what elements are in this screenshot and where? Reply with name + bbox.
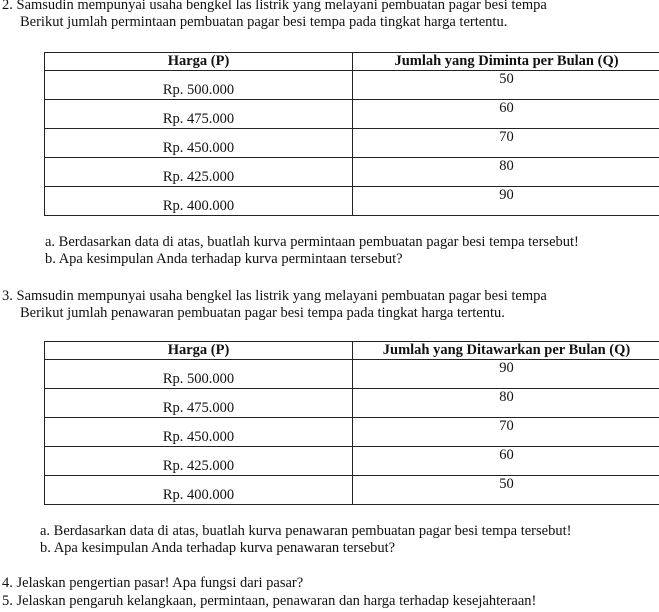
- quantity-cell: 90: [353, 360, 659, 389]
- header-quantity: Jumlah yang Diminta per Bulan (Q): [353, 53, 659, 71]
- table-row: [45, 389, 659, 418]
- quantity-cell: 80: [353, 389, 659, 418]
- supply-table: [44, 341, 659, 505]
- table-row: [45, 71, 659, 100]
- q2-intro-line2: Berikut jumlah permintaan pembuatan pagar besi tempa pada tingkat harga tertentu.: [20, 14, 508, 30]
- q2-intro-line1: 2. Samsudin mempunyai usaha bengkel las listrik yang melayani pembuatan pagar besi tempa: [2, 0, 547, 13]
- price-cell: Rp. 450.000: [45, 129, 353, 158]
- table-row: [45, 158, 659, 187]
- q5-text: 5. Jelaskan pengaruh kelangkaan, permintaan, penawaran dan harga terhadap kesejahteraan!: [2, 593, 537, 609]
- q3-intro-line1: 3. Samsudin mempunyai usaha bengkel las listrik yang melayani pembuatan pagar besi tempa: [2, 288, 547, 304]
- table-row: [45, 360, 659, 389]
- table-row: [45, 129, 659, 158]
- table-row: [45, 187, 659, 216]
- quantity-cell: 50: [353, 476, 659, 505]
- price-cell: Rp. 475.000: [45, 389, 353, 418]
- price-cell: Rp. 500.000: [45, 360, 353, 389]
- q3-intro-line2: Berikut jumlah penawaran pembuatan pagar besi tempa pada tingkat harga tertentu.: [20, 305, 505, 321]
- quantity-cell: 60: [353, 447, 659, 476]
- price-cell: Rp. 500.000: [45, 71, 353, 100]
- header-price: Harga (P): [45, 53, 353, 71]
- q2-part-b: b. Apa kesimpulan Anda terhadap kurva permintaan tersebut?: [45, 251, 403, 267]
- demand-table: [44, 52, 659, 216]
- q4-text: 4. Jelaskan pengertian pasar! Apa fungsi dari pasar?: [2, 575, 304, 591]
- price-cell: Rp. 425.000: [45, 158, 353, 187]
- table-row: [45, 418, 659, 447]
- q2-part-a: a. Berdasarkan data di atas, buatlah kurva permintaan pembuatan pagar besi tempa tersebut!: [45, 234, 579, 250]
- table-row: [45, 447, 659, 476]
- price-cell: Rp. 450.000: [45, 418, 353, 447]
- quantity-cell: 80: [353, 158, 659, 187]
- header-price: Harga (P): [45, 342, 353, 360]
- quantity-cell: 60: [353, 100, 659, 129]
- header-quantity: Jumlah yang Ditawarkan per Bulan (Q): [353, 342, 659, 360]
- q3-part-b: b. Apa kesimpulan Anda terhadap kurva penawaran tersebut?: [40, 540, 396, 556]
- price-cell: Rp. 425.000: [45, 447, 353, 476]
- table-row: [45, 100, 659, 129]
- quantity-cell: 70: [353, 129, 659, 158]
- table-header-row: [45, 53, 659, 71]
- quantity-cell: 70: [353, 418, 659, 447]
- quantity-cell: 90: [353, 187, 659, 216]
- table-row: [45, 476, 659, 505]
- table-header-row: [45, 342, 659, 360]
- quantity-cell: 50: [353, 71, 659, 100]
- price-cell: Rp. 400.000: [45, 476, 353, 505]
- price-cell: Rp. 475.000: [45, 100, 353, 129]
- price-cell: Rp. 400.000: [45, 187, 353, 216]
- q3-part-a: a. Berdasarkan data di atas, buatlah kurva penawaran pembuatan pagar besi tempa tersebut!: [40, 523, 572, 539]
